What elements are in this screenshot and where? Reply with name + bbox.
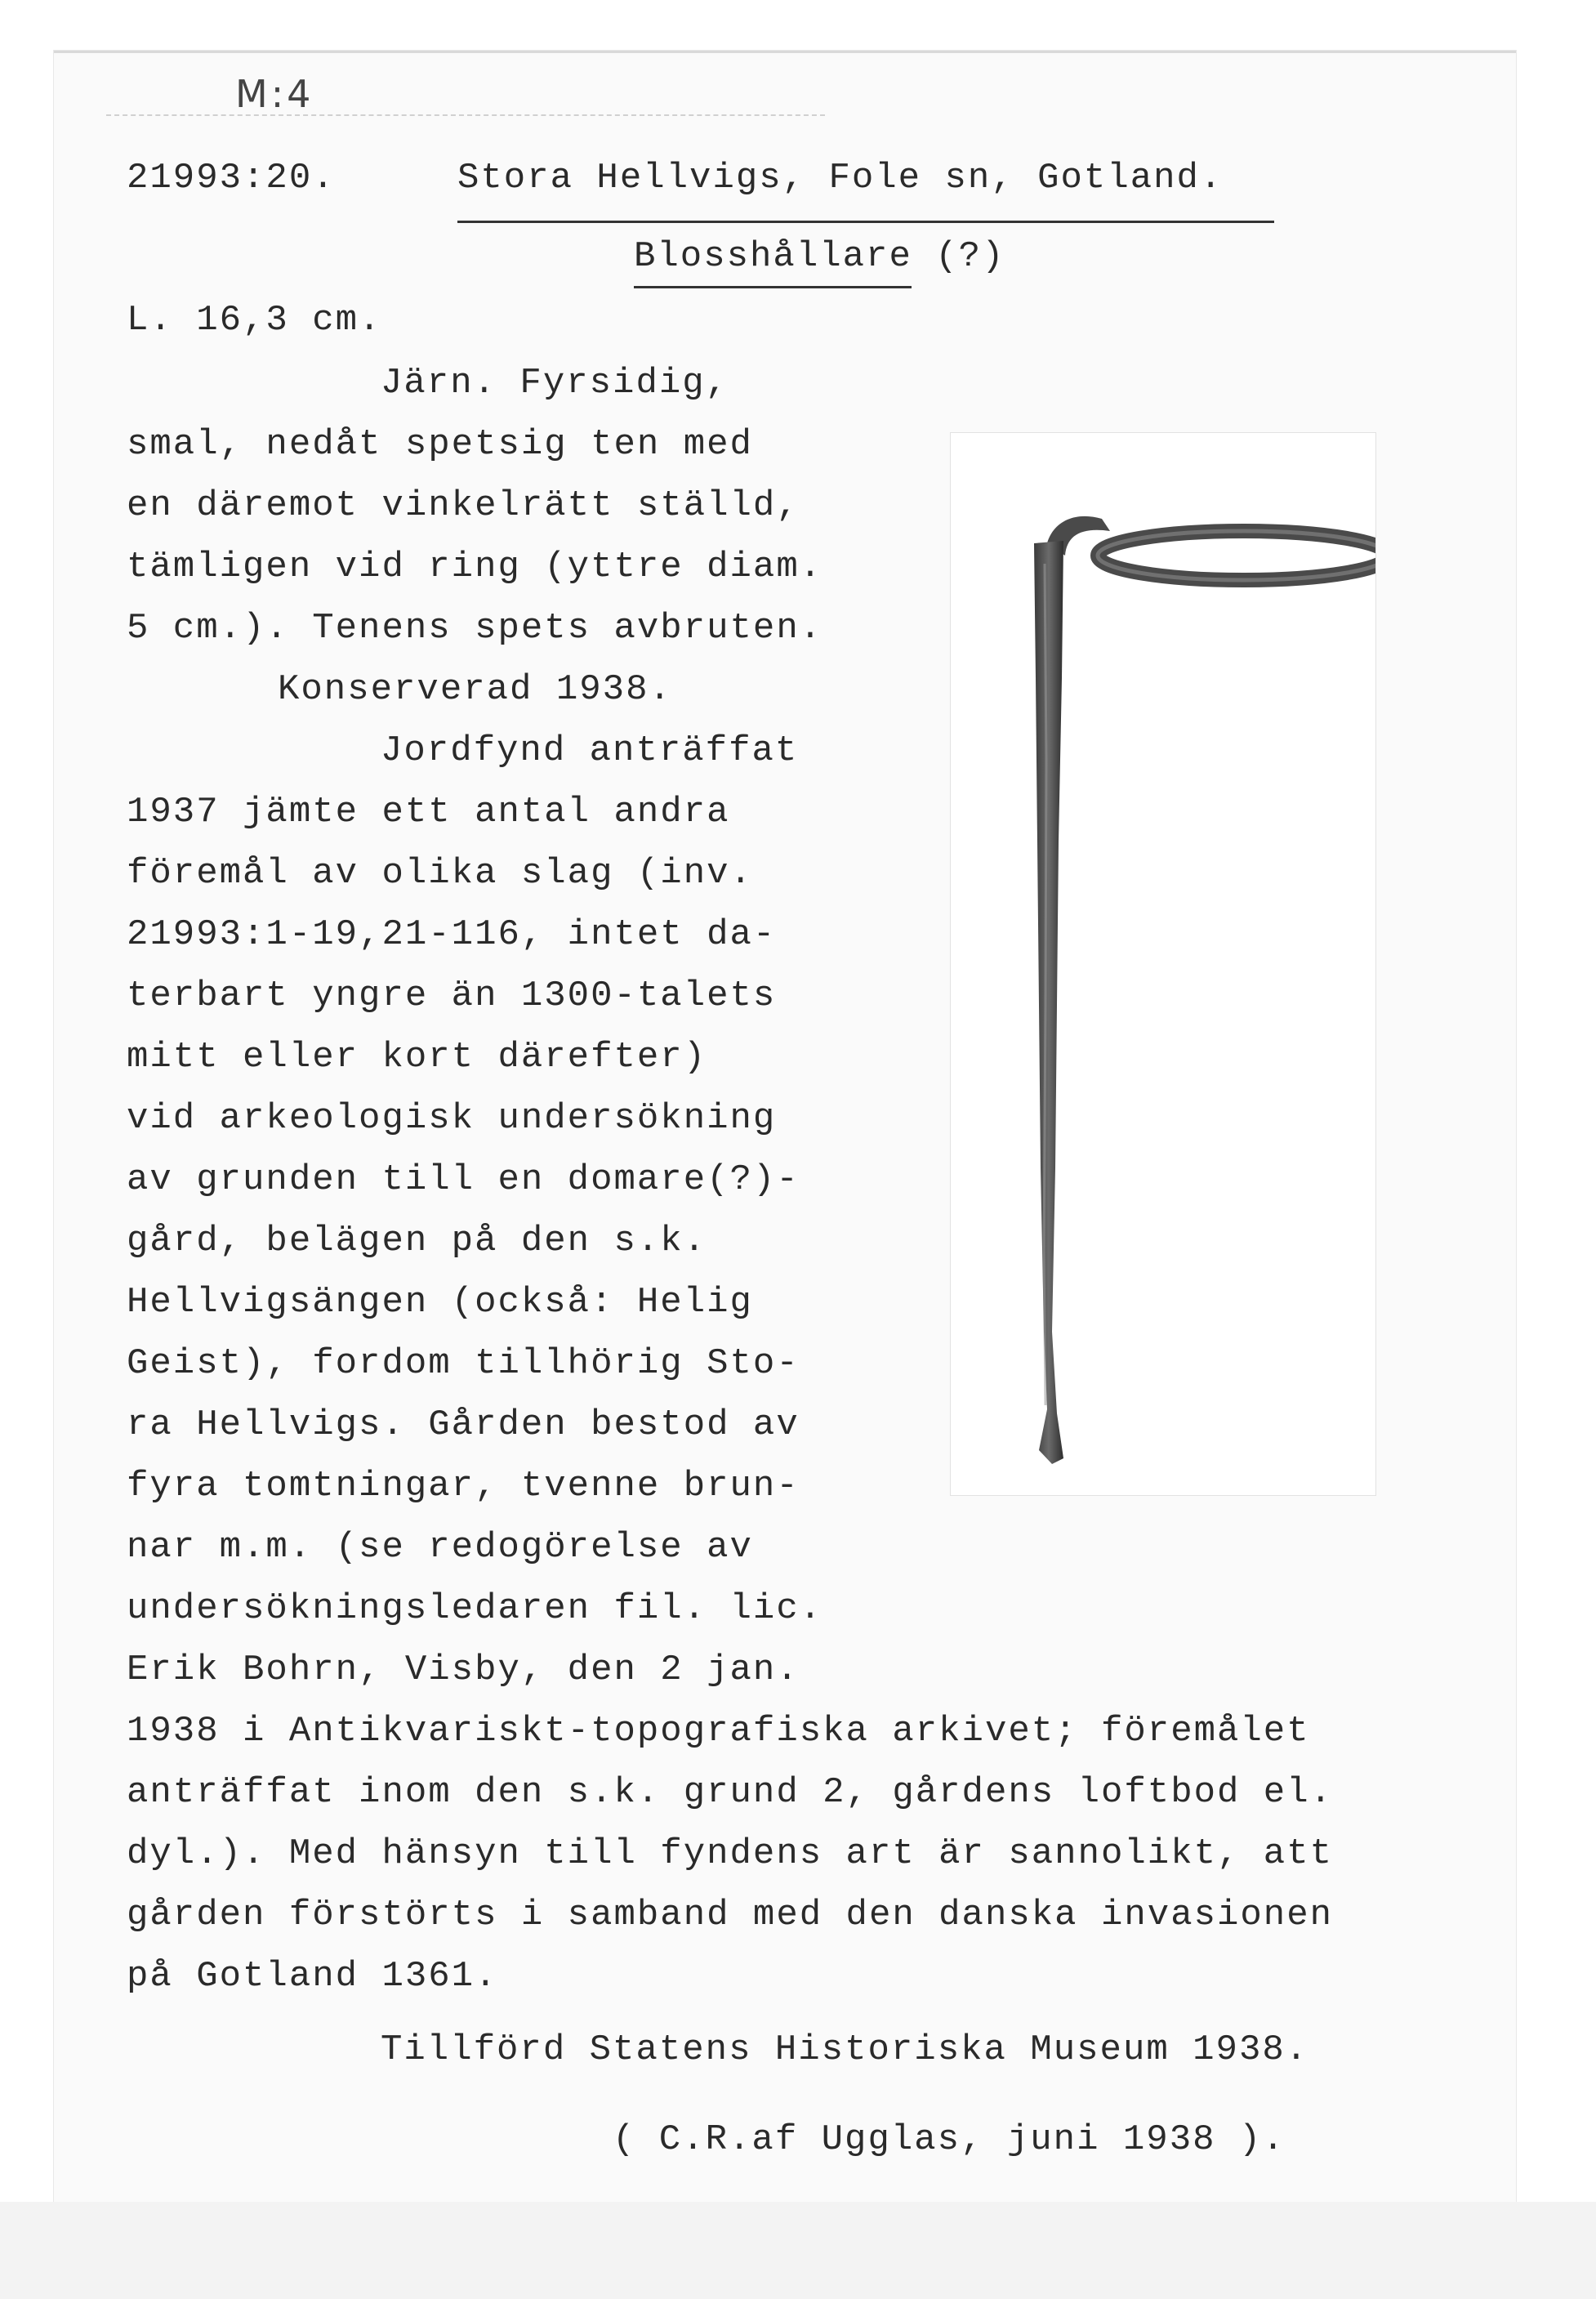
- location-underline: [457, 221, 1274, 223]
- description-line: Jordfynd anträffat: [381, 730, 799, 771]
- acquisition-note: Tillförd Statens Historiska Museum 1938.: [381, 2029, 1309, 2070]
- description-line: 21993:1-19,21-116, intet da-: [127, 914, 777, 955]
- description-line: vid arkeologisk undersökning: [127, 1098, 777, 1139]
- description-line: föremål av olika slag (inv.: [127, 853, 753, 894]
- torch-holder-image: [951, 433, 1375, 1495]
- find-location: Stora Hellvigs, Fole sn, Gotland.: [457, 158, 1224, 199]
- description-line: smal, nedåt spetsig ten med: [127, 424, 753, 465]
- object-name-underline: [634, 286, 912, 288]
- description-line: av grunden till en domare(?)-: [127, 1159, 800, 1200]
- description-line: anträffat inom den s.k. grund 2, gårdens loftbod el.: [127, 1772, 1334, 1813]
- object-name: Blosshållare (?): [634, 236, 1005, 277]
- description-line: 1937 jämte ett antal andra: [127, 792, 730, 833]
- description-line: Geist), fordom tillhörig Sto-: [127, 1343, 800, 1384]
- description-line: mitt eller kort därefter): [127, 1037, 707, 1078]
- description-line: fyra tomtningar, tvenne brun-: [127, 1466, 800, 1507]
- description-line: terbart yngre än 1300-talets: [127, 975, 777, 1016]
- description-line: 1938 i Antikvariskt-topografiska arkivet; föremålet: [127, 1711, 1310, 1752]
- description-line: Hellvigsängen (också: Helig: [127, 1282, 753, 1323]
- description-line: på Gotland 1361.: [127, 1956, 498, 1997]
- description-line: undersökningsledaren fil. lic.: [127, 1588, 823, 1629]
- spike-part: [1034, 541, 1063, 1464]
- description-line: tämligen vid ring (yttre diam.: [127, 547, 823, 587]
- description-line: Järn. Fyrsidig,: [381, 363, 729, 404]
- description-line: nar m.m. (se redogörelse av: [127, 1527, 753, 1568]
- file-mark: M:4: [235, 72, 314, 116]
- object-length: L. 16,3 cm.: [127, 300, 382, 341]
- description-line: dyl.). Med hänsyn till fyndens art är sannolikt, att: [127, 1833, 1334, 1874]
- scan-bottom-margin: [0, 2202, 1596, 2299]
- description-line: gård, belägen på den s.k.: [127, 1221, 707, 1261]
- description-line: Erik Bohrn, Visby, den 2 jan.: [127, 1649, 800, 1690]
- inventory-number: 21993:20.: [127, 158, 336, 199]
- description-line: 5 cm.). Tenens spets avbruten.: [127, 608, 823, 649]
- object-photograph: [950, 432, 1376, 1496]
- header-dashed-rule: [106, 114, 825, 116]
- description-line: ra Hellvigs. Gården bestod av: [127, 1404, 800, 1445]
- description-line: Konserverad 1938.: [278, 669, 672, 710]
- author-signature: ( C.R.af Ugglas, juni 1938 ).: [613, 2119, 1286, 2160]
- description-line: gården förstörts i samband med den danska invasionen: [127, 1895, 1334, 1935]
- description-line: en däremot vinkelrätt ställd,: [127, 485, 800, 526]
